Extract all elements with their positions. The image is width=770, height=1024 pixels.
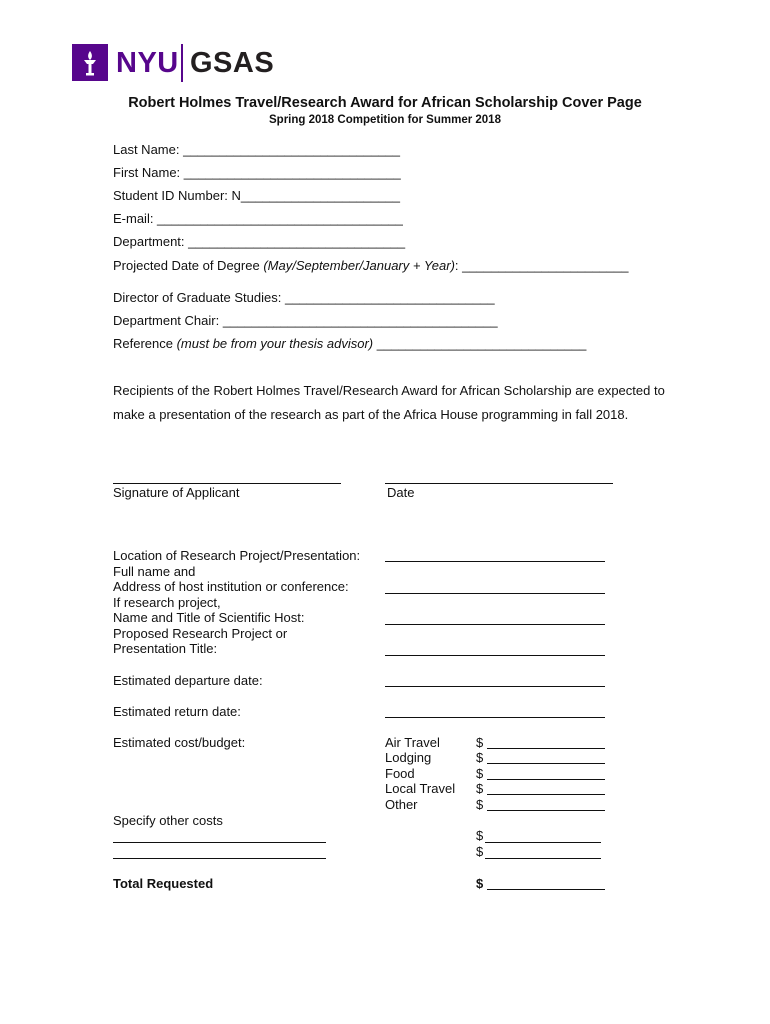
page-subtitle: Spring 2018 Competition for Summer 2018 bbox=[269, 114, 501, 126]
proposed-label: Proposed Research Project or bbox=[113, 626, 288, 641]
presentation-title-line[interactable] bbox=[385, 655, 605, 656]
host-label: Name and Title of Scientific Host: bbox=[113, 610, 305, 625]
currency-symbol: $ bbox=[476, 735, 484, 750]
department-field[interactable]: Department: ______________________________ bbox=[113, 234, 406, 249]
currency-symbol: $ bbox=[476, 844, 484, 859]
nyu-torch-logo-icon bbox=[72, 44, 108, 81]
last-name-field[interactable]: Last Name: ______________________________ bbox=[113, 142, 400, 157]
degree-date-blank[interactable]: : _______________________ bbox=[454, 258, 629, 273]
budget-item-food: Food bbox=[385, 766, 415, 781]
presentation-notice: Recipients of the Robert Holmes Travel/Research Award for African Scholarship are expected to make a presentation of the research as part of the Africa House programming in fall 2018. bbox=[113, 383, 665, 422]
return-line[interactable] bbox=[385, 717, 605, 718]
currency-symbol: $ bbox=[476, 781, 484, 796]
degree-date-hint: (May/September/January + Year) bbox=[263, 258, 455, 273]
other-cost-line[interactable] bbox=[113, 842, 326, 843]
signature-label: Signature of Applicant bbox=[113, 485, 240, 500]
local-travel-amount-line[interactable] bbox=[487, 794, 605, 795]
reference-blank[interactable]: _____________________________ bbox=[373, 336, 587, 351]
budget-item-lodging: Lodging bbox=[385, 750, 432, 765]
date-line[interactable] bbox=[385, 483, 613, 484]
torch-icon bbox=[72, 44, 108, 81]
dgs-field[interactable]: Director of Graduate Studies: _____________________________ bbox=[113, 290, 495, 305]
return-label: Estimated return date: bbox=[113, 704, 241, 719]
reference-field[interactable] bbox=[113, 336, 586, 351]
currency-symbol: $ bbox=[476, 876, 484, 891]
lodging-amount-line[interactable] bbox=[487, 763, 605, 764]
currency-symbol: $ bbox=[476, 797, 484, 812]
specify-other-label: Specify other costs bbox=[113, 813, 223, 828]
location-label: Location of Research Project/Presentation: bbox=[113, 548, 361, 563]
total-amount-line[interactable] bbox=[487, 889, 605, 890]
departure-label: Estimated departure date: bbox=[113, 673, 263, 688]
presentation-title-label: Presentation Title: bbox=[113, 641, 218, 656]
date-label: Date bbox=[387, 485, 415, 500]
degree-date-label: Projected Date of Degree bbox=[113, 258, 264, 273]
location-line[interactable] bbox=[385, 561, 605, 562]
other-cost-amount-line[interactable] bbox=[485, 858, 601, 859]
total-requested-label: Total Requested bbox=[113, 876, 214, 891]
gsas-wordmark: GSAS bbox=[190, 47, 275, 79]
logo-divider bbox=[181, 44, 183, 82]
currency-symbol: $ bbox=[476, 750, 484, 765]
email-field[interactable]: E-mail: __________________________________ bbox=[113, 211, 403, 226]
other-cost-amount-line[interactable] bbox=[485, 842, 601, 843]
address-line[interactable] bbox=[385, 593, 605, 594]
currency-symbol: $ bbox=[476, 766, 484, 781]
air-travel-amount-line[interactable] bbox=[487, 748, 605, 749]
degree-date-field[interactable] bbox=[113, 258, 628, 273]
signature-line[interactable] bbox=[113, 483, 341, 484]
if-research-label: If research project, bbox=[113, 595, 221, 610]
other-amount-line[interactable] bbox=[487, 810, 605, 811]
student-id-field[interactable]: Student ID Number: N______________________ bbox=[113, 188, 400, 203]
full-name-label: Full name and bbox=[113, 564, 196, 579]
other-cost-line[interactable] bbox=[113, 858, 326, 859]
food-amount-line[interactable] bbox=[487, 779, 605, 780]
page-title: Robert Holmes Travel/Research Award for African Scholarship Cover Page bbox=[128, 95, 642, 111]
reference-hint: (must be from your thesis advisor) bbox=[176, 336, 374, 351]
currency-symbol: $ bbox=[476, 828, 484, 843]
department-chair-field[interactable]: Department Chair: ______________________________________ bbox=[113, 313, 498, 328]
address-label: Address of host institution or conference: bbox=[113, 579, 349, 594]
reference-label: Reference bbox=[113, 336, 177, 351]
cost-label: Estimated cost/budget: bbox=[113, 735, 246, 750]
first-name-field[interactable]: First Name: ______________________________ bbox=[113, 165, 401, 180]
budget-item-other: Other bbox=[385, 797, 418, 812]
nyu-wordmark: NYU bbox=[116, 47, 179, 79]
budget-item-air-travel: Air Travel bbox=[385, 735, 440, 750]
budget-item-local-travel: Local Travel bbox=[385, 781, 456, 796]
departure-line[interactable] bbox=[385, 686, 605, 687]
host-line[interactable] bbox=[385, 624, 605, 625]
